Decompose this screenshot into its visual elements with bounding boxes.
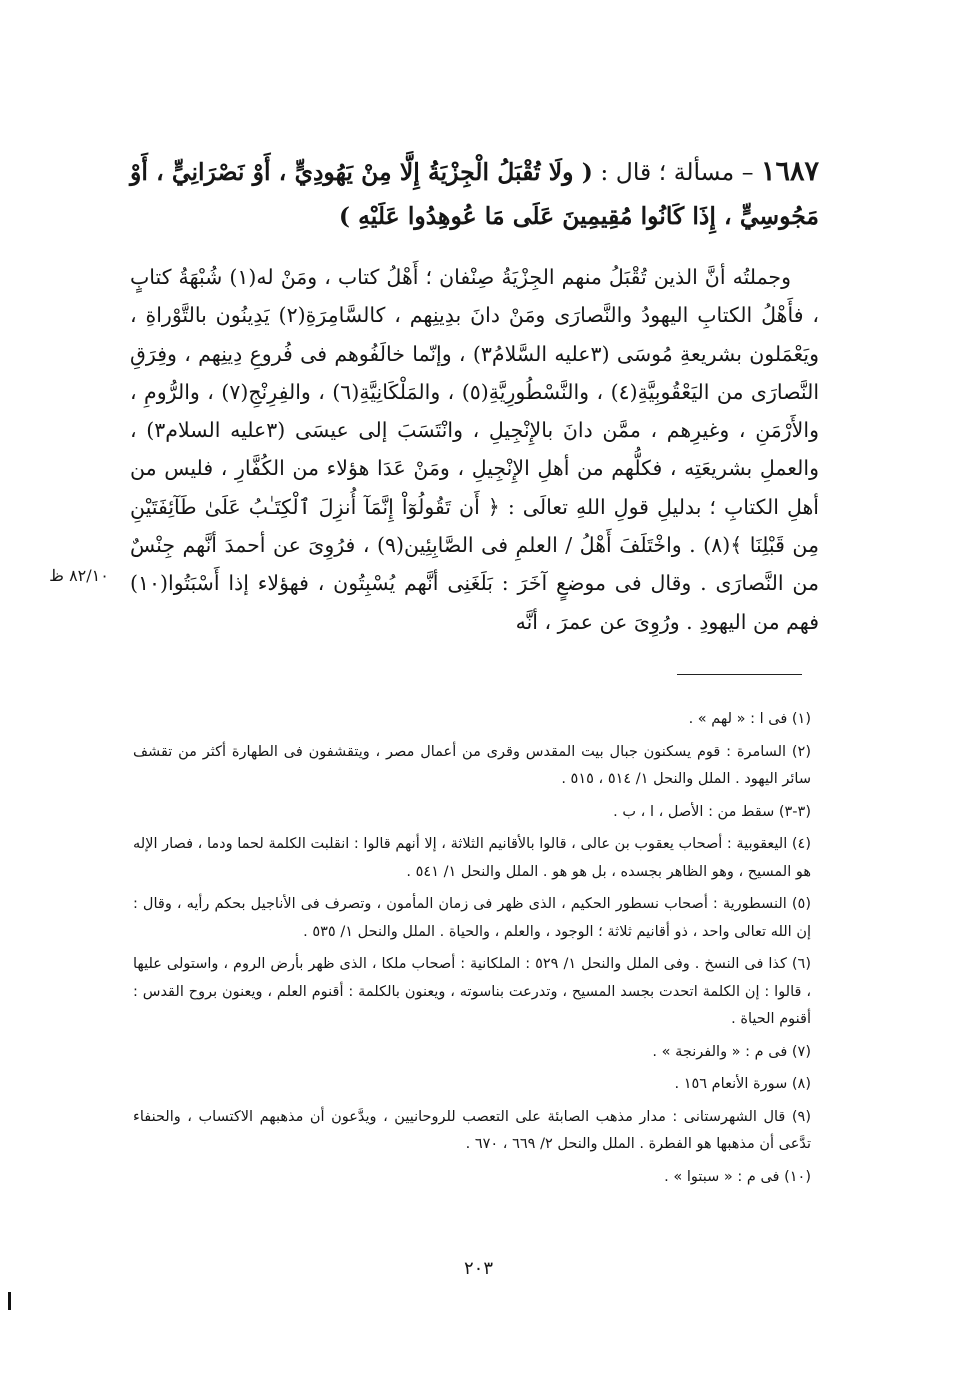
- footnote-1: (١) فى ا : « لهم » .: [688, 711, 811, 727]
- footnote-2: (٢) السامرة : قوم يسكنون جبال بيت المقدس وقرى من أعمال مصر ، ويتقشفون فى الطهارة أكثر من تقشف سائر اليهود . الملل والنحل ١/ ٥١٤ ، ٥١٥ .: [133, 743, 811, 787]
- scan-edge-mark: [8, 1292, 11, 1310]
- footnote-7: (٧) فى م : « والفرنجة » .: [652, 1043, 811, 1060]
- footnote-10: (١٠) فى م : « سبتوا » .: [664, 1168, 811, 1185]
- manuscript-folio-reference: ٨٢/١٠ ظ: [49, 566, 109, 585]
- issue-intro: – مسألة ؛ قال :: [592, 158, 761, 186]
- footnote-separator: [677, 674, 802, 675]
- footnote-6: (٦) كذا فى النسخ . وفى الملل والنحل ١/ ٥٢٩ : الملكانية : أصحاب ملكا ، الذى ظهر بأرض الروم ، واستولى عليها ، قالوا : إن الكلمة اتحدت بجسد المسيح ، وتدرعت بناسوته ، ويعنون بالكلمة : أقنوم العلم ، ويعنون بروح القدس : أقنوم الحياة .: [133, 956, 811, 1027]
- issue-quote: ( ولَا تُقْبَلُ الْجِزْيَةُ إِلَّا مِنْ يَهُودِيٍّ ، أَوْ نَصْرَانِيٍّ ، أَوْ مَجُوسِيٍّ ، إِذَا كَانُوا مُقِيمِينَ عَلَى مَا عُوهِدُوا عَلَيْهِ ): [130, 158, 819, 230]
- footnote-4: (٤) اليعقوبية : أصحاب يعقوب بن عالى ، قالوا بالأقانيم الثلاثة ، إلا أنهم قالوا : انقلبت الكلمة لحما ودما ، فصار الإله هو المسيح ، وهو الظاهر بجسده ، بل هو هو . الملل والنحل ١/ ٥٤١ .: [133, 836, 811, 880]
- main-paragraph: وجملتُه أنَّ الذين تُقْبَلُ منهم الجِزْيَةُ صِنْفان ؛ أَهْلُ كتاب ، ومَنْ له(١) شُبْهَةُ كتابٍ ، فأَهْلُ الكتابِ اليهودُ والنَّصارَى ومَنْ دانَ بدِينِهم ، كالسَّامِرَةِ(٢) يَدِينُون بالتَّوْراةِ ، ويَعْمَلون بشريعةِ مُوسَى (٣عليه السَّلامُ٣) ، وإنّما خالَفُوهم فى فُروعِ دِينِهم ، وفِرَقِ النَّصارَى من اليَعْقُوبِيَّةِ(٤) ، والنَّسْطُورِيَّةِ(٥) ، والمَلْكَانِيَّةِ(٦) ، والفِرِنْجِ(٧) ، والرُّومِ ، والأَرْمَنِ ، وغيرِهم ، ممَّن دانَ بالإِنْجِيلِ ، وانْتَسَبَ إلى عيسَى (٣عليه السلام٣) ، والعملِ بشريعَتِه ، فكلُّهم من أهلِ الإِنْجِيلِ ، ومَنْ عَدَا هؤلاء من الكُفَّارِ ، فليس من أهلِ الكتابِ ؛ بدليلِ قولِ اللهِ تعالَى : ﴿ أَن تَقُولُوٓاْ إِنَّمَآ أُنزِلَ ٱلْكِتَـٰبُ عَلَىٰ طَآئِفَتَيْنِ مِن قَبْلِنَا ﴾(٨) . واخْتَلَفَ أَهْلُ / العلمِ فى الصَّابِئِين(٩) ، فرُوِىَ عن أحمدَ أنَّهم جِنْسٌ من النَّصارَى . وقال فى موضعٍ آخَرَ : بَلَغَنِى أنَّهم يُسْبِتُون ، فهؤلاء إذا أَسْبَتُوا(١٠) فهم من اليهودِ . ورُوِىَ عن عمرَ ، أنَّه: [130, 265, 820, 634]
- footnote-8: (٨) سورة الأنعام ١٥٦ .: [674, 1076, 811, 1092]
- footnote-5: (٥) النسطورية : أصحاب نسطور الحكيم ، الذى ظهر فى زمان المأمون ، وتصرف فى الأناجيل بحكم رأيه ، وقال : إن الله تعالى واحد ، ذو أقانيم ثلاثة ؛ الوجود ، والعلم ، والحياة . الملل والنحل ١/ ٥٣٥ .: [133, 896, 811, 940]
- footnotes-list: [133, 706, 811, 1196]
- page-number: ٢٠٣: [463, 1258, 493, 1279]
- main-text: [130, 258, 819, 641]
- issue-number: ١٦٨٧: [760, 156, 819, 187]
- issue-heading: [130, 150, 819, 238]
- footnote-9: (٩) قال الشهرستانى : مدار مذهب الصابئة على التعصب للروحانيين ، ويدَّعون أن مذهبهم الاكتساب ، والحنفاء تدَّعى أن مذهبها هو الفطرة . الملل والنحل ٢/ ٦٦٩ ، ٦٧٠ .: [133, 1108, 811, 1152]
- footnote-3: (٣-٣) سقط من : الأصل ، ا ، ب .: [613, 803, 811, 820]
